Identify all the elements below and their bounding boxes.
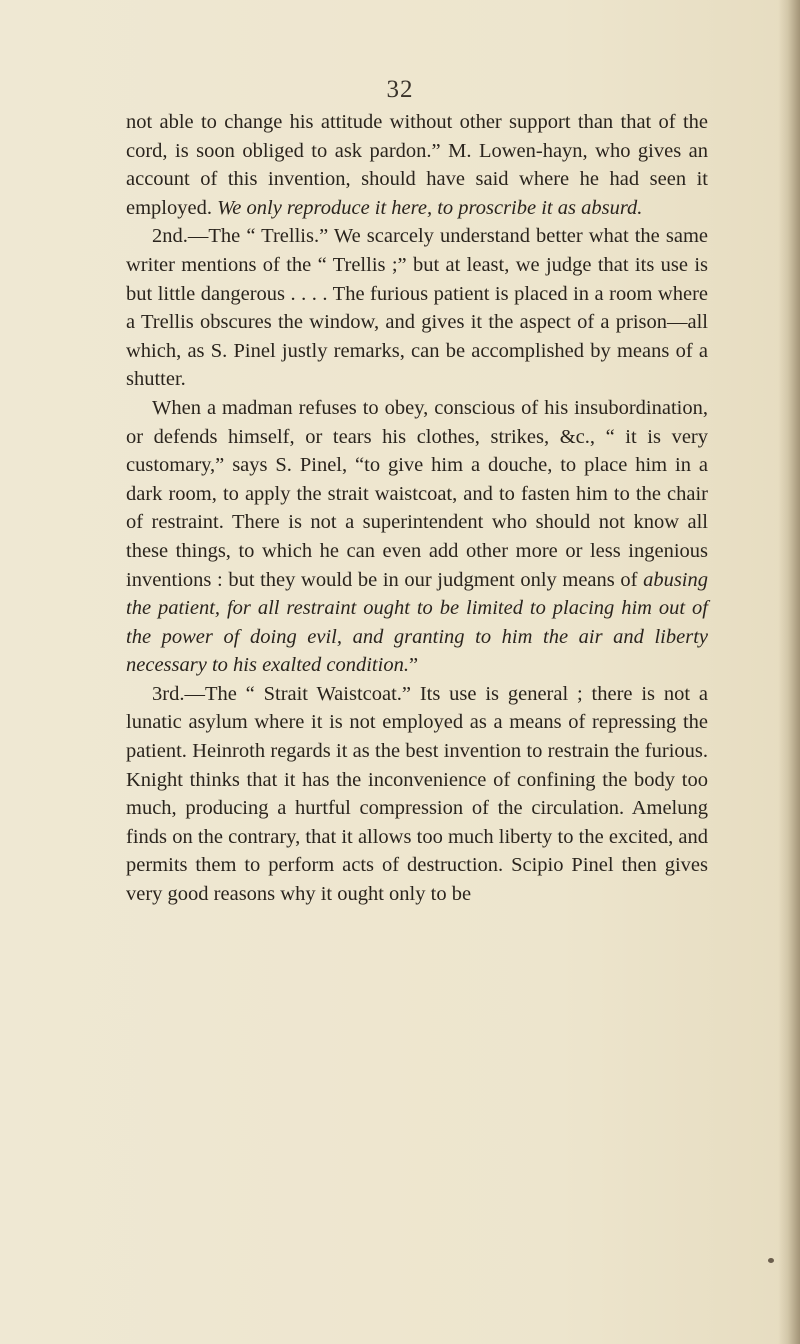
page-edge-shadow <box>778 0 800 1344</box>
text-segment: When a madman refuses to obey, conscious of his insubordination, or defends himself, or tears his clothes, strikes, &c., “ it is very customary,” says S. Pinel, “to give him a douche, to place him in a dark room, to apply the strait waistcoat, and to fasten him to the chair of restraint. There is not a superintendent who should not know all these things, to which he can even add other more or less ingenious inventions : but they would be in our judgment only means of <box>126 396 708 591</box>
paragraph <box>126 394 708 680</box>
italic-segment: We only reproduce it here, to proscribe it as absurd. <box>217 196 643 219</box>
page-number: 32 <box>386 76 414 103</box>
italic-segment: abusing the patient, for all restraint ought to be limited to placing him out of the power of doing evil, and granting to him the air and liberty necessary to his exalted condition. <box>126 568 708 677</box>
text-segment: 2nd.—The “ Trellis.” We scarcely understand better what the same writer mentions of the “ Trellis ;” but at least, we judge that its use is but little dangerous . . . . The furious patient is placed in a room where a Trellis obscures the window, and gives it the aspect of a prison—all which, as S. Pinel justly remarks, can be accomplished by means of a shutter. <box>126 225 708 391</box>
text-segment: 3rd.—The “ Strait Waistcoat.” Its use is general ; there is not a lunatic asylum where it is not employed as a means of repressing the patient. Heinroth regards it as the best invention to restrain the furious. Knight thinks that it has the inconvenience of confining the body too much, producing a hurtful compression of the circulation. Amelung finds on the contrary, that it allows too much liberty to the excited, and permits them to perform acts of destruction. Scipio Pinel then gives very good reasons why it ought only to be <box>126 682 708 906</box>
paragraph <box>126 680 708 909</box>
ink-speck <box>768 1258 774 1263</box>
text-segment: ” <box>408 654 419 677</box>
paragraph <box>126 222 708 394</box>
body-text <box>126 108 708 909</box>
text-segment: not able to change his attitude without other support than that of the cord, is soon obliged to ask pardon.” M. Lowen-hayn, who gives an account of this invention, should have said where he had seen it employed. <box>126 111 708 219</box>
paragraph <box>126 108 708 222</box>
